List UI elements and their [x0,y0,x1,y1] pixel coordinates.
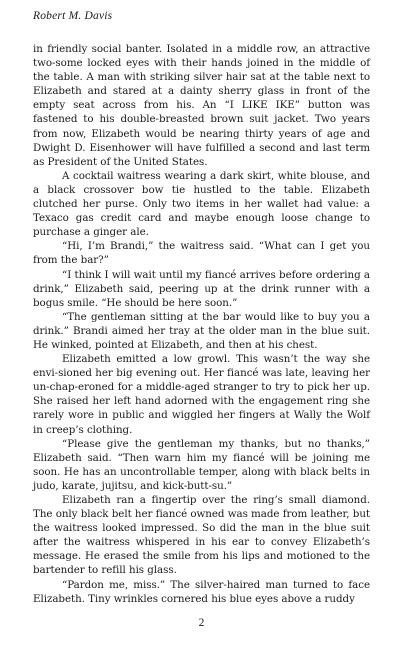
running-head-author: Robert M. Davis [33,10,113,22]
body-text [33,42,370,606]
paragraph: “Hi, I’m Brandi,” the waitress said. “What can I get you from the bar?” [33,240,370,267]
paragraph: Elizabeth emitted a low growl. This wasn’t the way she envi-sioned her big evening out. Her fiancé was late, leaving her un-chap-eroned for a middle-aged stranger to try to pick her up. She raised her left hand adorned with the engagement ring she rarely wore in public and wiggled her fingers at Wally the Wolf in creep’s clothing. [33,353,370,436]
paragraph: “Please give the gentleman my thanks, but no thanks,” Elizabeth said. “Then warn him my fiancé will be joining me soon. He has an uncontrollable temper, along with black belts in judo, karate, jujitsu, and kick-butt-su.” [33,437,370,492]
paragraph: A cocktail waitress wearing a dark skirt, white blouse, and a black crossover bow tie hustled to the table. Elizabeth clutched her purse. Only two items in her wallet had value: a Texaco gas credit card and maybe enough loose change to purchase a ginger ale. [33,169,370,239]
paragraph: “I think I will wait until my fiancé arrives before ordering a drink,” Elizabeth said, peering up at the drink runner with a bogus smile. “He should be here soon.” [33,268,370,309]
paragraph: “The gentleman sitting at the bar would like to buy you a drink.” Brandi aimed her tray at the older man in the blue suit. He winked, pointed at Elizabeth, and then at his chest. [33,310,370,351]
paragraph: “Pardon me, miss.” The silver-haired man turned to face Elizabeth. Tiny wrinkles cornered his blue eyes above a ruddy [33,578,370,605]
page-number: 2 [198,617,205,629]
paragraph: in friendly social banter. Isolated in a middle row, an attractive two-some locked eyes with their hands joined in the middle of the table. A man with striking silver hair sat at the table next to Elizabeth and stared at a dainty sherry glass in front of the empty seat across from his. An “I LIKE IKE” button was fastened to his double-breasted brown suit jacket. Two years from now, Elizabeth would be nearing thirty years of age and Dwight D. Eisenhower will have fulfilled a second and last term as President of the United States. [33,43,370,168]
paragraph: Elizabeth ran a fingertip over the ring’s small diamond. The only black belt her fiancé owned was made from leather, but the waitress looked impressed. So did the man in the blue suit after the waitress whispered in his ear to convey Elizabeth’s message. He erased the smile from his lips and motioned to the bartender to refill his glass. [33,494,370,577]
